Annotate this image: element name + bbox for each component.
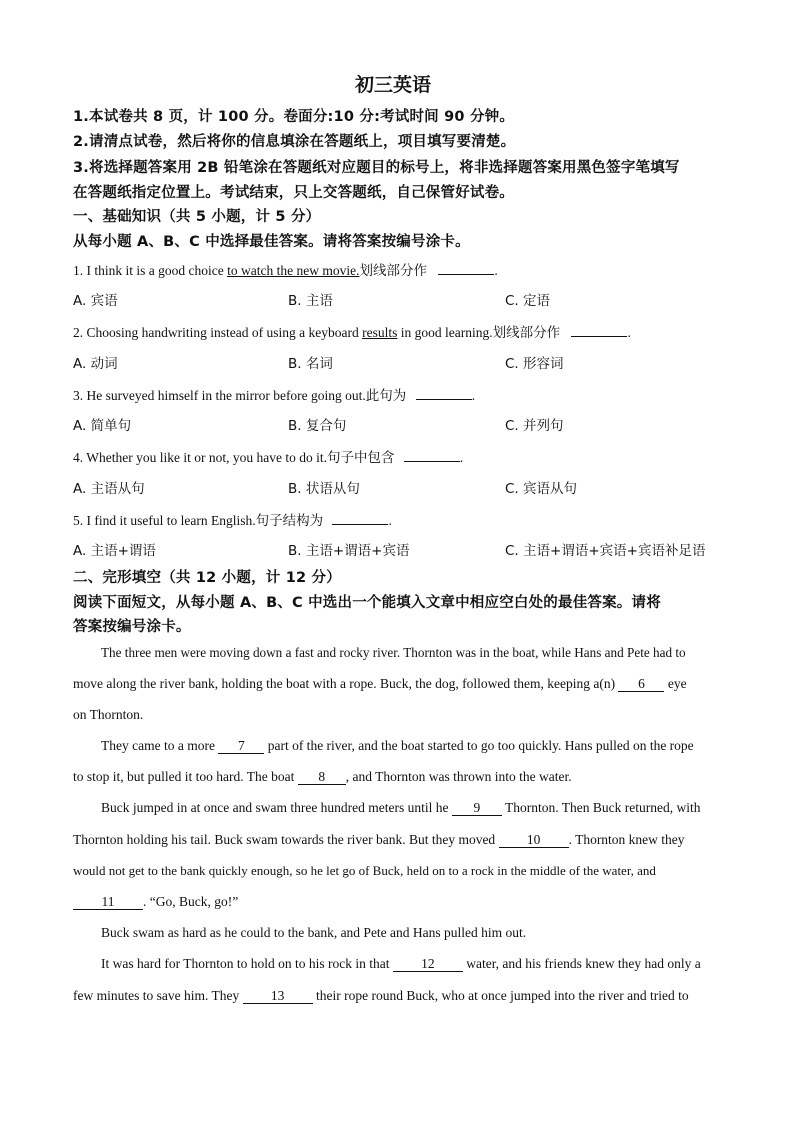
- passage-line: move along the river bank, holding the boat with a rope. Buck, the dog, followed them, keeping a(n) 6 eye: [73, 676, 687, 691]
- section2-instruction-line-1: 阅读下面短文，从每小题 A、B、C 中选出一个能填入文章中相应空白处的最佳答案。请将: [73, 595, 661, 611]
- q5-option-c: C. 主语+谓语+宾语+宾语补足语: [505, 543, 706, 559]
- answer-blank: [332, 510, 388, 525]
- section2-instruction-line-2: 答案按编号涂卡。: [73, 619, 191, 635]
- answer-blank: [571, 322, 627, 337]
- instruction-line-3: 3.将选择题答案用 2B 铅笔涂在答题纸对应题目的标号上，将非选择题答案用黑色签字笔填写: [73, 160, 680, 176]
- instruction-line-4: 在答题纸指定位置上。考试结束，只上交答题纸，自己保管好试卷。: [73, 185, 514, 201]
- q2-option-b: B. 名词: [288, 356, 333, 372]
- q1-option-a: A. 宾语: [73, 293, 118, 309]
- blank-11: 11: [73, 894, 143, 910]
- blank-13: 13: [243, 988, 313, 1004]
- underlined-phrase: results: [362, 325, 398, 340]
- q2-option-a: A. 动词: [73, 356, 118, 372]
- blank-9: 9: [452, 800, 502, 816]
- passage-line: It was hard for Thornton to hold on to his rock in that 12 water, and his friends knew they had only a: [101, 956, 701, 971]
- question-4: 4. Whether you like it or not, you have to do it.句子中包含 .: [73, 446, 463, 466]
- passage-line: 11 . “Go, Buck, go!”: [73, 894, 238, 910]
- passage-line: would not get to the bank quickly enough, so he let go of Buck, held on to a rock in the middle of the water, and: [73, 863, 656, 878]
- q5-option-a: A. 主语+谓语: [73, 543, 156, 559]
- blank-8: 8: [298, 769, 346, 785]
- blank-10: 10: [499, 832, 569, 848]
- q1-option-c: C. 定语: [505, 293, 551, 309]
- question-5: 5. I find it useful to learn English.句子结构为 .: [73, 509, 392, 529]
- passage-line: Thornton holding his tail. Buck swam towards the river bank. But they moved 10 . Thornton knew they: [73, 832, 685, 847]
- instruction-line-2: 2.请清点试卷，然后将你的信息填涂在答题纸上，项目填写要清楚。: [73, 134, 516, 150]
- q4-option-a: A. 主语从句: [73, 481, 145, 497]
- passage-line: to stop it, but pulled it too hard. The boat 8 , and Thornton was thrown into the water.: [73, 769, 572, 784]
- instruction-line-1: 1.本试卷共 8 页，计 100 分。卷面分:10 分:考试时间 90 分钟。: [73, 109, 515, 125]
- question-2: 2. Choosing handwriting instead of using a keyboard results in good learning.划线部分作 .: [73, 321, 631, 341]
- passage-line: on Thornton.: [73, 707, 144, 722]
- section1-heading: 一、基础知识（共 5 小题，计 5 分）: [73, 209, 321, 225]
- underlined-phrase: to watch the new movie.: [227, 263, 360, 278]
- q4-option-c: C. 宾语从句: [505, 481, 578, 497]
- blank-6: 6: [618, 676, 664, 692]
- answer-blank: [438, 260, 494, 275]
- q4-option-b: B. 状语从句: [288, 481, 360, 497]
- q1-option-b: B. 主语: [288, 293, 333, 309]
- passage-line: Buck swam as hard as he could to the bank, and Pete and Hans pulled him out.: [101, 925, 527, 940]
- passage-line: few minutes to save him. They 13 their rope round Buck, who at once jumped into the river and tried to: [73, 988, 689, 1003]
- answer-blank: [404, 447, 460, 462]
- question-1: 1. I think it is a good choice to watch the new movie.划线部分作 .: [73, 259, 498, 279]
- q3-option-c: C. 并列句: [505, 418, 564, 434]
- section2-heading: 二、完形填空（共 12 小题，计 12 分）: [73, 570, 341, 586]
- passage-line: Buck jumped in at once and swam three hundred meters until he 9 Thornton. Then Buck returned, with: [101, 800, 701, 815]
- q3-option-b: B. 复合句: [288, 418, 347, 434]
- q5-option-b: B. 主语+谓语+宾语: [288, 543, 410, 559]
- q3-option-a: A. 简单句: [73, 418, 132, 434]
- answer-blank: [416, 385, 472, 400]
- passage-line: The three men were moving down a fast and rocky river. Thornton was in the boat, while Hans and Pete had to: [101, 645, 686, 660]
- question-3: 3. He surveyed himself in the mirror before going out.此句为 .: [73, 384, 475, 404]
- blank-7: 7: [218, 738, 264, 754]
- passage-line: They came to a more 7 part of the river, and the boat started to go too quickly. Hans pulled on the rope: [101, 738, 694, 753]
- blank-12: 12: [393, 956, 463, 972]
- q2-option-c: C. 形容词: [505, 356, 564, 372]
- page-title: 初三英语: [355, 74, 432, 96]
- section1-instruction: 从每小题 A、B、C 中选择最佳答案。请将答案按编号涂卡。: [73, 234, 470, 250]
